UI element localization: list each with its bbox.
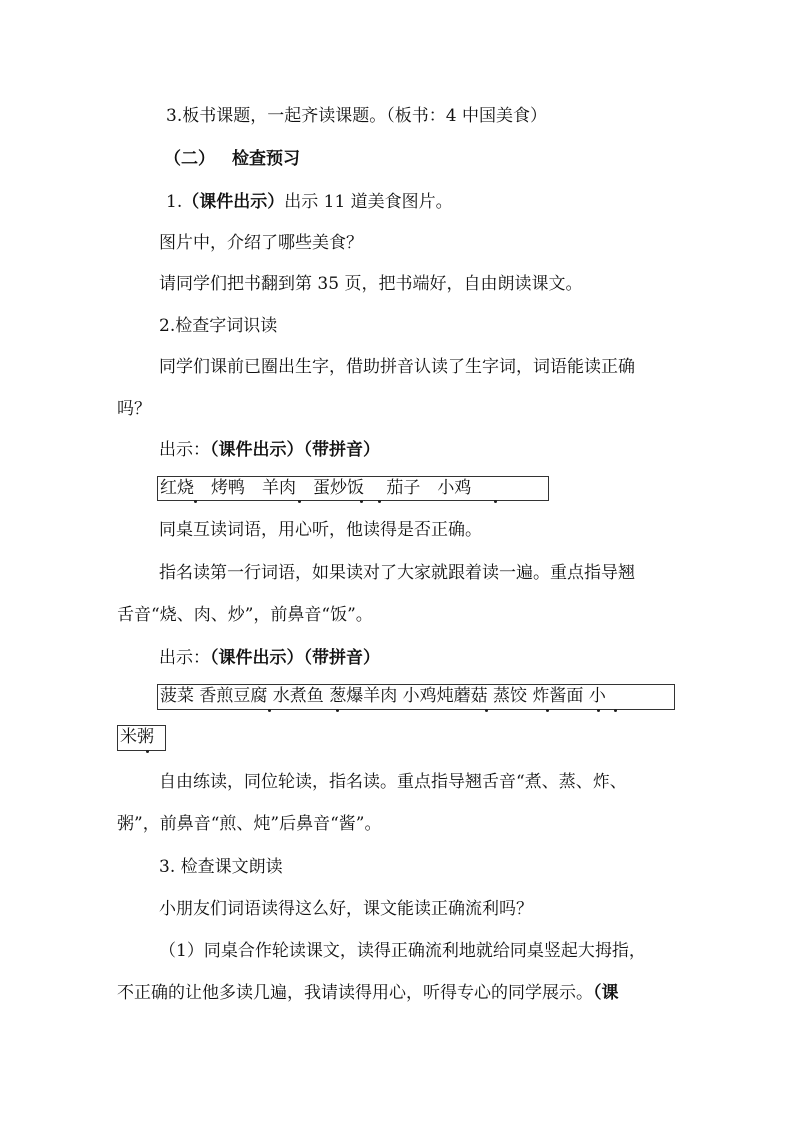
show-label-1 <box>159 438 380 462</box>
emphasis-dot <box>614 709 617 712</box>
paragraph: （1）同桌合作轮读课文，读得正确流利地就给同桌竖起大拇指， <box>159 941 646 961</box>
paragraph: 同学们课前已圈出生字，借助拼音认读了生字词，词语能读正确 <box>159 357 635 377</box>
courseware-tag: （课件出示）（带拼音） <box>210 648 380 668</box>
paragraph: 请同学们把书翻到第 35 页，把书端好，自由朗读课文。 <box>159 274 583 294</box>
step-3-title: 3.板书课题，一起齐读课题。（板书：4 中国美食） <box>166 106 547 126</box>
courseware-tag: （课件出示）（带拼音） <box>210 440 380 460</box>
section-2-number: （二） <box>164 149 215 169</box>
emphasis-dot <box>268 709 271 712</box>
emphasis-dot <box>378 500 381 503</box>
paragraph-continuation: 吗？ <box>117 399 151 419</box>
emphasis-dot <box>597 709 600 712</box>
emphasis-dot <box>546 709 549 712</box>
emphasis-dot <box>485 709 488 712</box>
emphasis-dot <box>298 500 301 503</box>
step-number: 1. <box>166 192 183 212</box>
subheading: 3. 检查课文朗读 <box>159 857 283 877</box>
courseware-tag-partial: （课 <box>593 983 619 1003</box>
emphasis-dot <box>146 750 149 753</box>
paragraph-continuation: 粥”，前鼻音“煎、炖”后鼻音“酱”。 <box>117 814 382 834</box>
show-prefix: 出示： <box>159 440 210 460</box>
subheading: 2.检查字词识读 <box>159 316 278 336</box>
paragraph: 自由练读，同位轮读，指名读。重点指导翘舌音“煮、蒸、炸、 <box>159 772 627 792</box>
paragraph: 小朋友们词语读得这么好，课文能读正确流利吗？ <box>159 899 533 919</box>
show-prefix: 出示： <box>159 648 210 668</box>
paragraph: 图片中，介绍了哪些美食？ <box>159 233 363 253</box>
section-2-title: 检查预习 <box>232 149 300 169</box>
show-label-2 <box>159 646 380 670</box>
courseware-tag: （课件出示） <box>182 192 285 212</box>
paragraph-text: 不正确的让他多读几遍，我请读得用心，听得专心的同学展示。 <box>117 983 593 1003</box>
vocab-box-2-continuation: 米粥 <box>117 725 166 751</box>
vocab-box-2: 菠菜 香煎豆腐 水煮鱼 葱爆羊肉 小鸡炖蘑菇 蒸饺 炸酱面 小 <box>157 684 675 710</box>
preview-step-1 <box>166 190 453 214</box>
paragraph-continuation: 舌音“烧、肉、炒”，前鼻音“饭”。 <box>117 605 373 625</box>
emphasis-dot <box>194 500 197 503</box>
emphasis-dot <box>494 500 497 503</box>
vocab-box-1: 红烧 烤鸭 羊肉 蛋炒饭 茄子 小鸡 <box>157 476 549 501</box>
paragraph: 同桌互读词语，用心听，他读得是否正确。 <box>159 520 482 540</box>
emphasis-dot <box>336 709 339 712</box>
paragraph-continuation <box>117 981 619 1005</box>
paragraph: 指名读第一行词语，如果读对了大家就跟着读一遍。重点指导翘 <box>159 563 635 583</box>
step-text: 出示 11 道美食图片。 <box>284 192 453 212</box>
emphasis-dot <box>360 500 363 503</box>
